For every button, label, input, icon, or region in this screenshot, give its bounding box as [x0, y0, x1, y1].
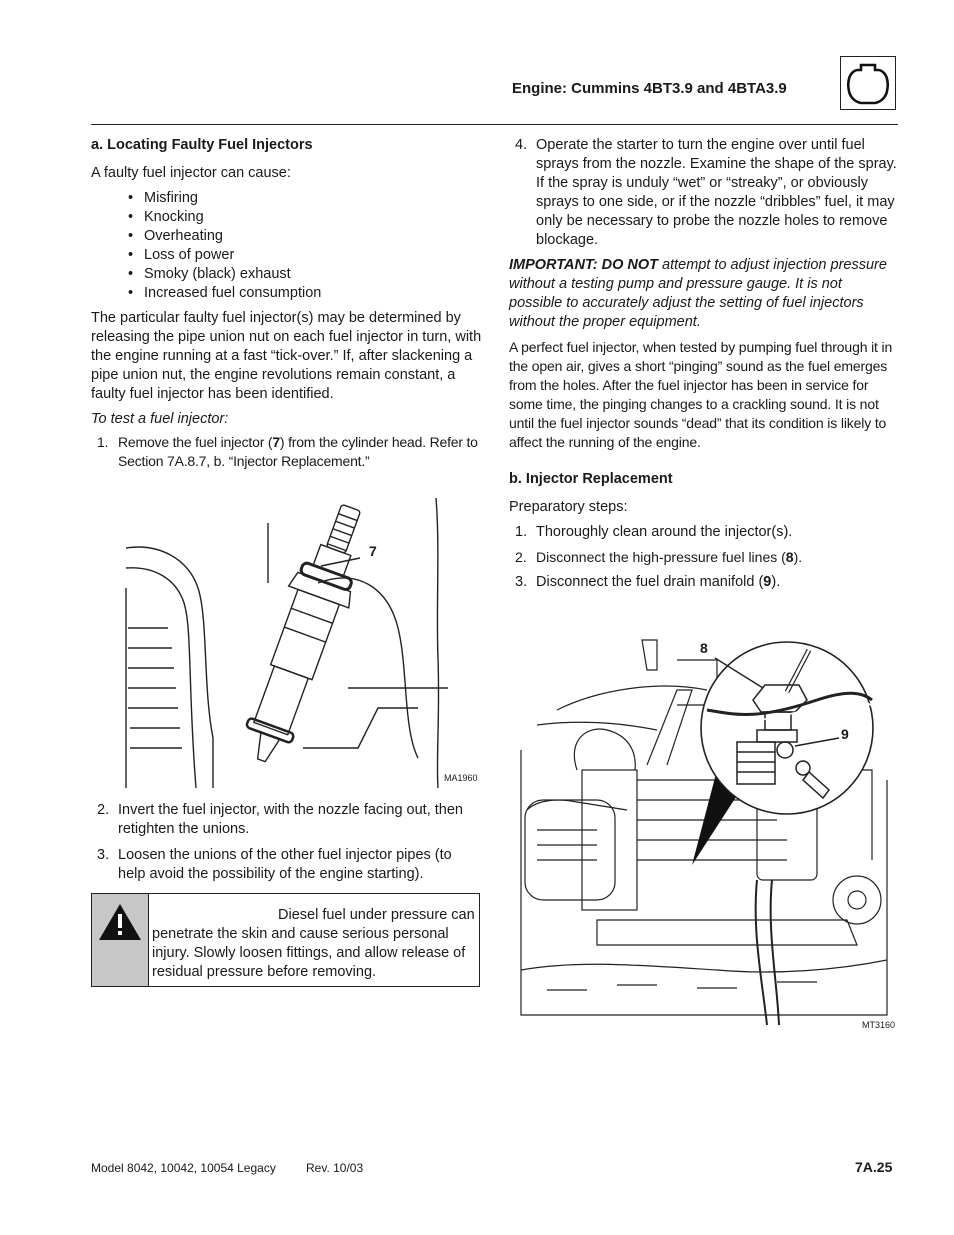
- left-column: [91, 136, 483, 471]
- step-number: 4.: [515, 137, 528, 153]
- step-number: 1.: [97, 434, 109, 450]
- list-item: • Misfiring: [128, 189, 483, 208]
- callout-ref: 8: [785, 549, 794, 565]
- prep-text: Preparatory steps:: [509, 499, 628, 515]
- warning-triangle-icon: [92, 894, 148, 954]
- left-steps-2-3: [91, 801, 483, 884]
- injector-figure: [118, 488, 480, 788]
- step-text: Invert the fuel injector, with the nozzle facing out, then retighten the unions.: [118, 802, 463, 837]
- step-text: ).: [793, 549, 803, 565]
- important-label: IMPORTANT: DO NOT: [509, 257, 659, 273]
- footer-model: Model 8042, 10042, 10054 Legacy: [91, 1161, 276, 1175]
- step-number: 2.: [97, 802, 110, 818]
- faulty-injector-paragraph: The particular faulty fuel injector(s) may be determined by releasing the pipe union nut on each fuel injector in turn, with the engine running at a fast “tick-over.” If, after slackening a pipe union nut, the engine revolutions remain constant, a faulty fuel injector has been identified.: [91, 310, 482, 402]
- warning-sidebar: [92, 894, 149, 986]
- right-column: [509, 136, 899, 592]
- figure-callout-9: 9: [841, 726, 849, 742]
- figure-code: MA1960: [444, 773, 478, 783]
- important-note: [509, 256, 899, 332]
- step-number: 2.: [515, 549, 527, 565]
- warning-message: Diesel fuel under pressure can penetrate the skin and cause serious personal injury. Slowly loosen fittings, and allow release of residual pressure before removing.: [152, 907, 475, 980]
- figure-callout-8: 8: [700, 640, 708, 656]
- engine-figure: [517, 630, 897, 1035]
- warning-text: [152, 906, 477, 982]
- test-heading: To test a fuel injector:: [91, 411, 229, 427]
- footer-revision: Rev. 10/03: [306, 1161, 364, 1175]
- page-number: 7A.25: [855, 1159, 893, 1175]
- step-2: [91, 801, 483, 839]
- step-text: Loosen the unions of the other fuel injector pipes (to help avoid the possibility of the engine starting).: [118, 847, 452, 882]
- list-item: • Loss of power: [128, 246, 483, 265]
- step-1: [91, 433, 483, 471]
- step-text: Disconnect the fuel drain manifold (: [536, 574, 764, 590]
- step-3: [91, 846, 483, 884]
- list-item: • Overheating: [128, 227, 483, 246]
- step-text: Remove the fuel injector (: [118, 434, 273, 450]
- figure-callout-7: 7: [369, 543, 377, 559]
- page-header-title: Engine: Cummins 4BT3.9 and 4BTA3.9: [512, 80, 787, 97]
- header-rule: [91, 124, 898, 125]
- step-4: [509, 136, 899, 250]
- section-a-heading: a. Locating Faulty Fuel Injectors: [91, 137, 313, 153]
- perfect-injector-paragraph: A perfect fuel injector, when tested by pumping fuel through it in the open air, gives a short “pinging” sound as the fuel emerges from the holes. After the fuel injector has been in service for some time, the pinging changes to a crackling sound. It is not until the fuel injector sounds “dead” that its condition is likely to affect the running of the engine.: [509, 339, 893, 450]
- symptom-list: [128, 189, 483, 303]
- step-text: ).: [771, 574, 781, 590]
- section-b-heading: b. Injector Replacement: [509, 471, 673, 487]
- list-item: • Increased fuel consumption: [128, 284, 483, 303]
- prep-step-2: [509, 548, 899, 567]
- callout-ref: 7: [272, 434, 280, 450]
- prep-step-1: [509, 523, 899, 542]
- warning-box: [91, 893, 480, 987]
- prep-step-3: [509, 573, 899, 592]
- list-item: • Knocking: [128, 208, 483, 227]
- callout-ref: 9: [763, 574, 772, 590]
- step-text: ) from the cylinder head. Refer to Section 7A.8.7, b. “Injector Replacement.”: [118, 434, 478, 469]
- intro-text: A faulty fuel injector can cause:: [91, 165, 291, 181]
- engine-outline-icon: [840, 56, 896, 110]
- step-number: 3.: [97, 847, 110, 863]
- step-number: 3.: [515, 574, 528, 590]
- figure-code: MT3160: [862, 1020, 896, 1030]
- step-text: Thoroughly clean around the injector(s).: [536, 524, 793, 540]
- list-item: • Smoky (black) exhaust: [128, 265, 483, 284]
- important-text: attempt to adjust injection pressure without a testing pump and pressure gauge. It is not possible to accurately adjust the setting of fuel injectors without the proper equipment.: [509, 257, 887, 330]
- step-number: 1.: [515, 524, 528, 540]
- step-text: Operate the starter to turn the engine over until fuel sprays from the nozzle. Examine the shape of the spray. If the spray is unduly “wet” or “streaky”, or obviously sprays to one side, or if the nozzle “dribbles” fuel, it may only be necessary to probe the nozzle holes to remove blockage.: [536, 137, 897, 248]
- step-text: Disconnect the high-pressure fuel lines (: [536, 549, 786, 565]
